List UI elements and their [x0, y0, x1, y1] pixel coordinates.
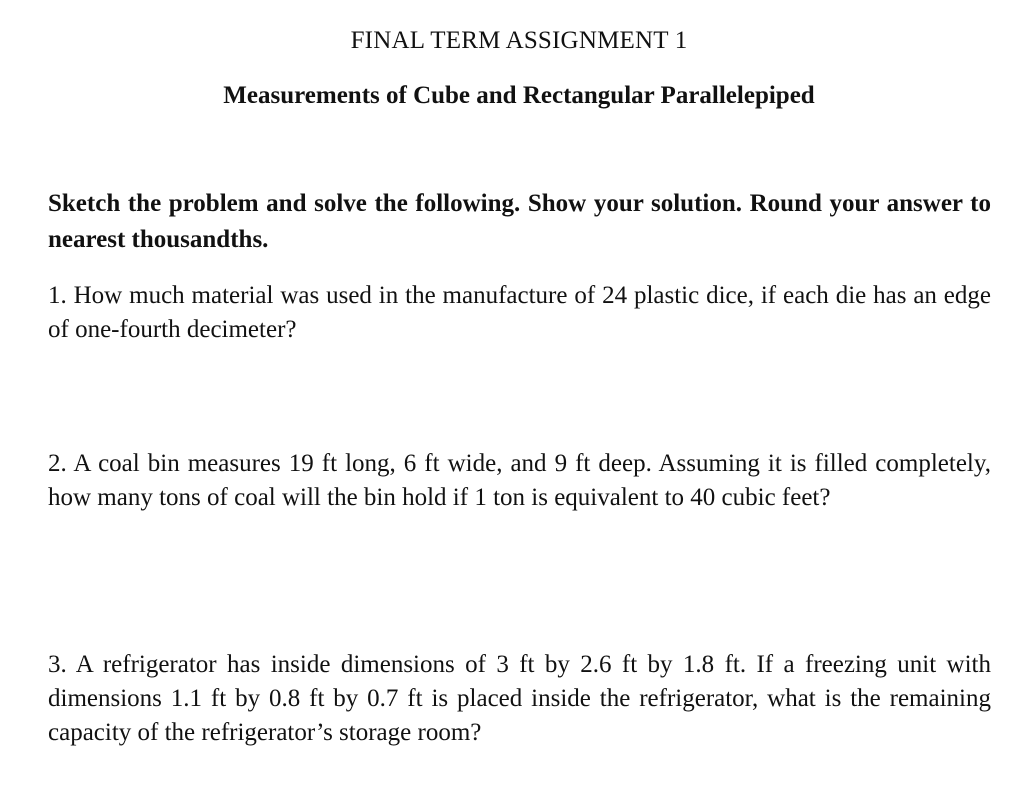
document-subtitle: Measurements of Cube and Rectangular Parallelepiped [223, 82, 815, 109]
problem-1: 1. How much material was used in the manufacture of 24 plastic dice, if each die has an edge of one-fourth decimeter? [48, 282, 991, 343]
problem-3: 3. A refrigerator has inside dimensions of 3 ft by 2.6 ft by 1.8 ft. If a freezing unit with dimensions 1.1 ft by 0.8 ft by 0.7 ft is placed inside the refrigerator, what is the remaining capacity of the refrigerator’s storage room? [48, 651, 991, 746]
document-title: FINAL TERM ASSIGNMENT 1 [350, 27, 688, 54]
instructions-text: Sketch the problem and solve the following. Show your solution. Round your answer to nearest thousandths. [48, 190, 991, 253]
problem-2: 2. A coal bin measures 19 ft long, 6 ft wide, and 9 ft deep. Assuming it is filled completely, how many tons of coal will the bin hold if 1 ton is equivalent to 40 cubic feet? [48, 450, 991, 511]
